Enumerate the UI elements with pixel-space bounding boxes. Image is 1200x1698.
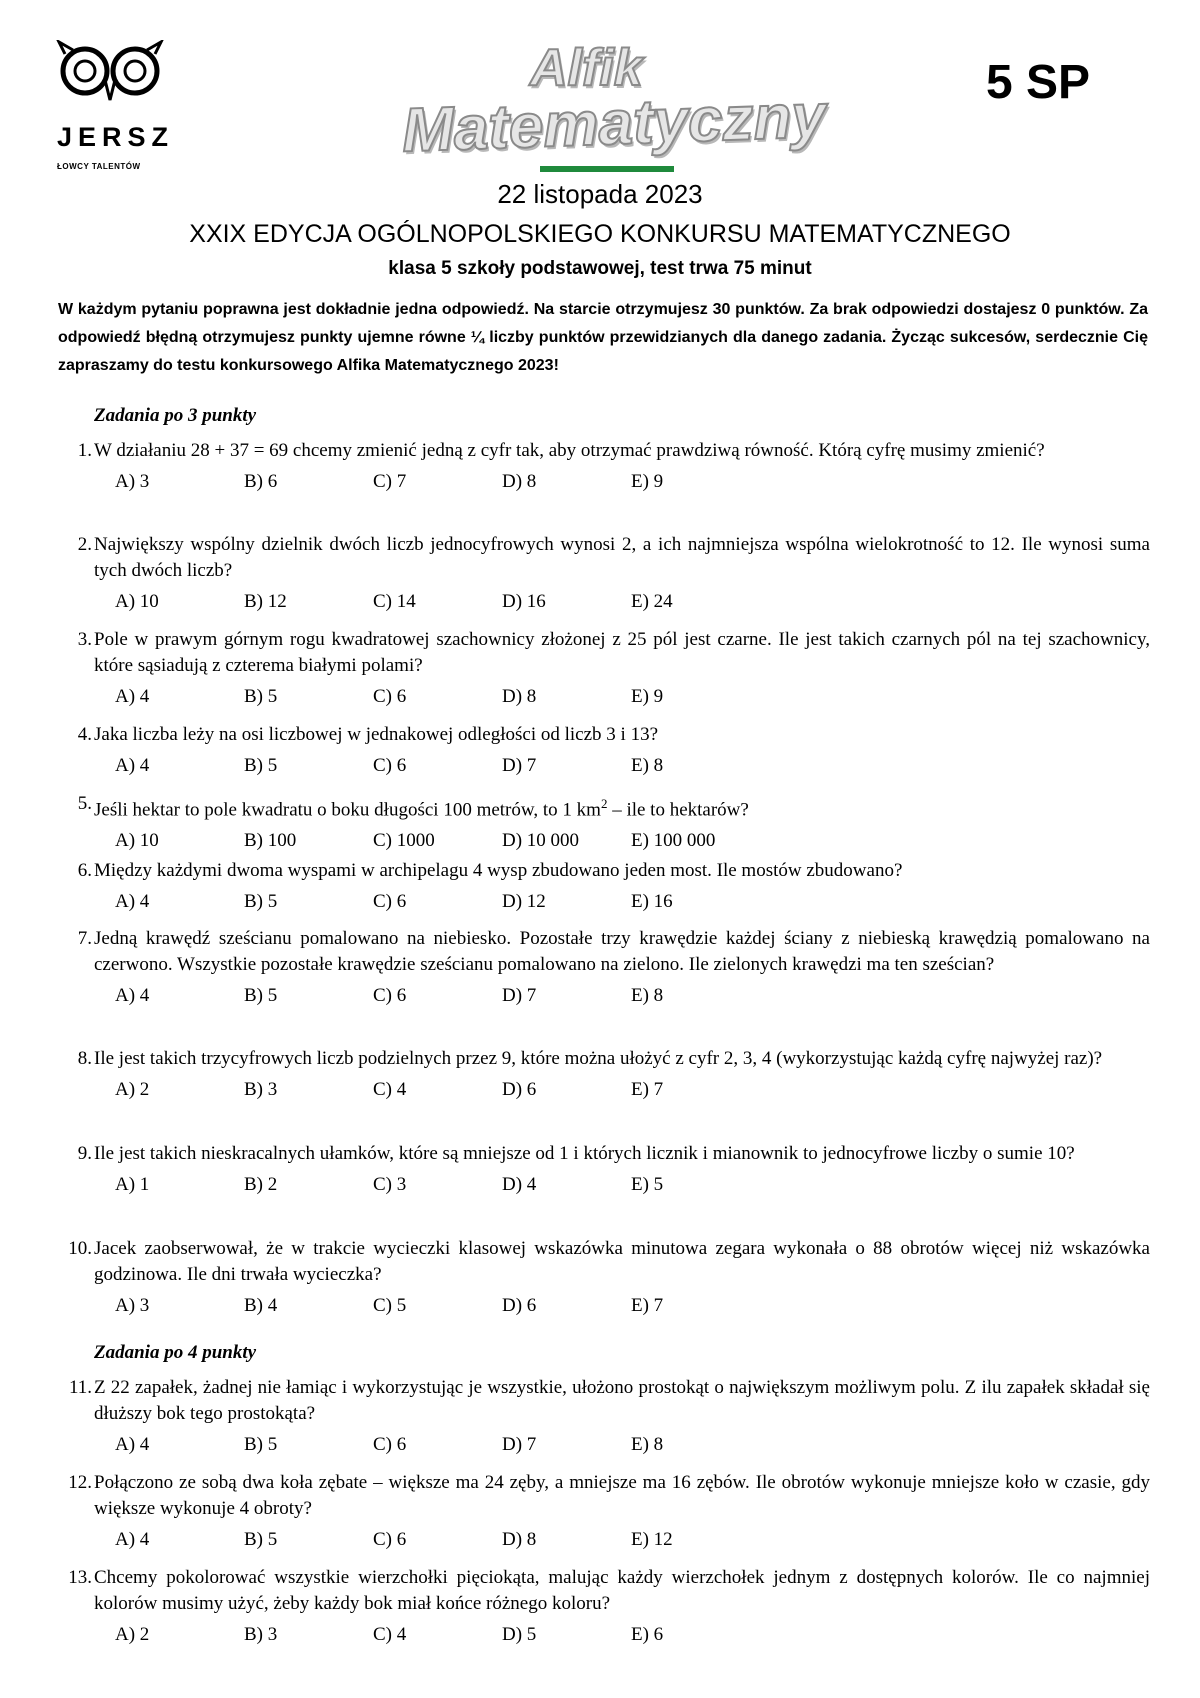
answer-d: D) 8 (502, 686, 537, 707)
answer-options (115, 828, 1150, 854)
answer-b: B) 2 (244, 1174, 278, 1195)
answer-d: D) 16 (502, 591, 546, 612)
task-5 (58, 791, 1150, 854)
answer-a: A) 10 (115, 830, 159, 852)
answer-e: E) 12 (631, 1529, 673, 1550)
answer-a: A) 3 (115, 471, 150, 492)
answer-options (115, 1077, 1150, 1103)
answer-d: D) 5 (502, 1624, 537, 1645)
task-text: Jacek zaobserwował, że w trakcie wycieczki klasowej wskazówka minutowa zegara wykonała o 88 obrotów więcej niż wskazówka godzinowa. Ile dni trwała wycieczka? (94, 1238, 1150, 1285)
answer-options (115, 684, 1150, 710)
task-number: 2. (77, 534, 92, 555)
task-number: 7. (77, 928, 92, 949)
answer-c: C) 6 (373, 891, 407, 912)
task-6 (58, 858, 1150, 915)
answer-options (115, 1172, 1150, 1198)
task-number: 11. (68, 1377, 92, 1398)
answer-a: A) 3 (115, 1295, 150, 1316)
section-heading: Zadania po 3 punkty (94, 405, 257, 426)
task-text: W działaniu 28 + 37 = 69 chcemy zmienić jedną z cyfr tak, aby otrzymać prawdziwą równość. Którą cyfrę musimy zmienić? (94, 440, 1045, 461)
answer-d: D) 4 (502, 1174, 537, 1195)
answer-c: C) 6 (373, 755, 407, 776)
answer-e: E) 9 (631, 471, 664, 492)
answer-d: D) 8 (502, 1529, 537, 1550)
task-number: 8. (77, 1048, 92, 1069)
answer-e: E) 7 (631, 1079, 664, 1100)
answer-b: B) 6 (244, 471, 278, 492)
answer-b: B) 5 (244, 1529, 278, 1550)
answer-options (115, 469, 1150, 495)
owl-icon (55, 40, 165, 110)
task-text: Chcemy pokolorować wszystkie wierzchołki pięciokąta, malując każdy wierzchołek jednym z dostępnych kolorów. Ile co najmniej kolorów musimy użyć, żeby każdy bok miał końce różnego koloru? (94, 1567, 1150, 1614)
grade-badge: 5 SP (985, 56, 1090, 109)
task-9 (58, 1141, 1150, 1198)
task-12 (58, 1470, 1150, 1553)
answer-e: E) 6 (631, 1624, 664, 1645)
answer-c: C) 7 (373, 471, 407, 492)
task-text: Ile jest takich trzycyfrowych liczb podzielnych przez 9, które można ułożyć z cyfr 2, 3, 4 (wykorzystując każdą cyfrę najwyżej raz)? (94, 1048, 1103, 1069)
task-number: 13. (68, 1567, 92, 1588)
answer-b: B) 5 (244, 985, 278, 1006)
answer-c: C) 4 (373, 1079, 407, 1100)
answer-b: B) 5 (244, 686, 278, 707)
task-number: 9. (77, 1143, 92, 1164)
answer-e: E) 5 (631, 1174, 664, 1195)
logo-accent-bar (540, 166, 674, 172)
section-heading: Zadania po 4 punkty (94, 1342, 257, 1363)
task-2 (58, 532, 1150, 615)
task-1 (58, 438, 1150, 495)
answer-b: B) 3 (244, 1624, 278, 1645)
task-text: Największy wspólny dzielnik dwóch liczb jednocyfrowych wynosi 2, a ich najmniejsza wspólna wielokrotność to 12. Ile wynosi suma tych dwóch liczb? (94, 534, 1150, 581)
alfik-logo-line1: Alfik (530, 39, 643, 97)
task-number: 10. (68, 1238, 92, 1259)
task-number: 5. (77, 793, 92, 814)
answer-options (115, 889, 1150, 915)
answer-c: C) 3 (373, 1174, 407, 1195)
answer-d: D) 7 (502, 985, 537, 1006)
task-8 (58, 1046, 1150, 1103)
task-text (94, 791, 1150, 823)
answer-c: C) 6 (373, 1434, 407, 1455)
task-text: Z 22 zapałek, żadnej nie łamiąc i wykorzystując je wszystkie, ułożono prostokąt o największym możliwym polu. Z ilu zapałek składał się dłuższy bok tego prostokąta? (94, 1377, 1150, 1424)
answer-d: D) 12 (502, 891, 546, 912)
jersz-brand: JERSZ (57, 122, 175, 152)
answer-a: A) 1 (115, 1174, 150, 1195)
answer-d: D) 8 (502, 471, 537, 492)
task-number: 4. (77, 724, 92, 745)
task-10 (58, 1236, 1150, 1319)
answer-e: E) 16 (631, 891, 673, 912)
answer-c: C) 6 (373, 686, 407, 707)
answer-e: E) 8 (631, 985, 664, 1006)
answer-options (115, 983, 1150, 1009)
answer-b: B) 12 (244, 591, 287, 612)
task-text: Jaka liczba leży na osi liczbowej w jednakowej odległości od liczb 3 i 13? (94, 724, 659, 745)
task-text-end: – ile to hektarów? (607, 799, 749, 821)
answer-b: B) 5 (244, 891, 278, 912)
task-text: Ile jest takich nieskracalnych ułamków, które są mniejsze od 1 i których licznik i mianownik to jednocyfrowe liczby o sumie 10? (94, 1143, 1075, 1164)
intro-paragraph: W każdym pytaniu poprawna jest dokładnie jedna odpowiedź. Na starcie otrzymujesz 30 punktów. Za brak odpowiedzi dostajesz 0 punktów. Za odpowiedź błędną otrzymujesz punkty ujemne równe ¼ liczby punktów przewidzianych dla danego zadania. Życząc sukcesów, serdecznie Cię zapraszamy do testu konkursowego Alfika Matematycznego 2023! (58, 301, 1148, 374)
task-number: 1. (77, 440, 92, 461)
answer-a: A) 4 (115, 1434, 150, 1455)
task-3 (58, 627, 1150, 710)
task-number: 3. (77, 629, 92, 650)
answer-e: E) 100 000 (631, 830, 716, 852)
task-text-main: Jeśli hektar to pole kwadratu o boku długości 100 metrów, to 1 km (94, 799, 601, 821)
answer-a: A) 4 (115, 985, 150, 1006)
alfik-logo-line2: Matematyczny (400, 81, 827, 166)
class-info: klasa 5 szkoły podstawowej, test trwa 75 minut (388, 258, 812, 279)
answer-a: A) 4 (115, 891, 150, 912)
answer-b: B) 100 (244, 830, 297, 852)
answer-options (115, 1293, 1150, 1319)
answer-b: B) 5 (244, 1434, 278, 1455)
answer-c: C) 6 (373, 1529, 407, 1550)
answer-b: B) 5 (244, 755, 278, 776)
answer-d: D) 6 (502, 1295, 537, 1316)
answer-options (115, 1527, 1150, 1553)
superscript-exponent: 2 (600, 796, 608, 811)
answer-d: D) 7 (502, 755, 537, 776)
answer-options (115, 1432, 1150, 1458)
task-7 (58, 926, 1150, 1009)
answer-b: B) 3 (244, 1079, 278, 1100)
answer-c: C) 4 (373, 1624, 407, 1645)
answer-d: D) 10 000 (502, 830, 580, 852)
answer-options (115, 753, 1150, 779)
jersz-tagline: ŁOWCY TALENTÓW (57, 162, 141, 171)
answer-e: E) 8 (631, 1434, 664, 1455)
answer-e: E) 7 (631, 1295, 664, 1316)
task-4 (58, 722, 1150, 779)
task-11 (58, 1375, 1150, 1458)
answer-e: E) 8 (631, 755, 664, 776)
answer-a: A) 2 (115, 1079, 150, 1100)
answer-e: E) 24 (631, 591, 673, 612)
task-number: 12. (68, 1472, 92, 1493)
answer-a: A) 4 (115, 686, 150, 707)
alfik-logo (400, 39, 827, 175)
jersz-logo (55, 40, 175, 170)
answer-e: E) 9 (631, 686, 664, 707)
task-13 (58, 1565, 1150, 1648)
task-number: 6. (77, 860, 92, 881)
answer-c: C) 14 (373, 591, 416, 612)
answer-a: A) 4 (115, 755, 150, 776)
answer-d: D) 7 (502, 1434, 537, 1455)
task-text: Między każdymi dwoma wyspami w archipelagu 4 wysp zbudowano jeden most. Ile mostów zbudowano? (94, 860, 903, 881)
task-text: Pole w prawym górnym rogu kwadratowej szachownicy złożonej z 25 pól jest czarne. Ile jest takich czarnych pól na tej szachownicy, które sąsiadują z czterema białymi polami? (94, 629, 1150, 676)
contest-date: 22 listopada 2023 (497, 179, 703, 209)
answer-c: C) 5 (373, 1295, 407, 1316)
answer-a: A) 10 (115, 591, 159, 612)
answer-d: D) 6 (502, 1079, 537, 1100)
answer-a: A) 4 (115, 1529, 150, 1550)
answer-options (115, 1622, 1150, 1648)
answer-c: C) 6 (373, 985, 407, 1006)
edition-title: XXIX EDYCJA OGÓLNOPOLSKIEGO KONKURSU MATEMATYCZNEGO (189, 220, 1011, 248)
task-text: Połączono ze sobą dwa koła zębate – większe ma 24 zęby, a mniejsze ma 16 zębów. Ile obrotów wykonuje mniejsze koło w czasie, gdy większe wykonuje 4 obroty? (94, 1472, 1150, 1519)
task-text: Jedną krawędź sześcianu pomalowano na niebiesko. Pozostałe trzy krawędzie każdej ściany z niebieską krawędzią pomalowano na czerwono. Wszystkie pozostałe krawędzie sześcianu pomalowano na zielono. Ile zielonych krawędzi ma ten sześcian? (94, 928, 1150, 975)
answer-c: C) 1000 (373, 830, 435, 852)
answer-b: B) 4 (244, 1295, 278, 1316)
answer-a: A) 2 (115, 1624, 150, 1645)
answer-options (115, 589, 1150, 615)
